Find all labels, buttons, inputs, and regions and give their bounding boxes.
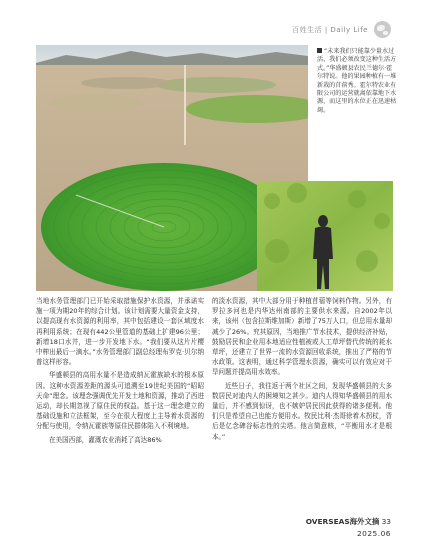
paragraph: 的淡水资源，其中大部分用于种植苜蓿等饲料作物。另外，有罗拉多河也是内华达州南部的主要供水来源。自2002年以来，该州（包含拉斯维加斯）新增了75万人口，但总用水量却减少了26%。究其原因，当地推广节水技术，提供经济补贴，鼓励居民和企业用本地适应性植被或人工草坪替代传统的耗水草坪，还建立了世界一流的水资源回收系统，推出了严格的节水政策。这表明，通过科学管理水资源，确实可以有效应对干旱问题并提高用水效率。 [212, 297, 392, 377]
page-footer [306, 516, 391, 538]
caption-text: “未来我们只能靠少量水过活，我们必须改变这种生活方式。”华盛顿县农民兰德尔·霍尔特说。他的果园种植有一堆新栽的苜蓿秀。霍尔特农业有限公司的运营就离依靠地下水源，而这里的水位正在迅速枯竭。 [317, 48, 397, 114]
paragraph: 当地水务管理部门已开始采取措施保护水资源，并承诺实施一项为期20年的综合计划。该计划需要大量资金支持，以提高现有水资源的利用率，其中包括建设一套区域度水再利用系统；在现有442公里管道的基础上扩建96公里；新增18口水井，进一步开发地下水。“我们要从这片片樱中榨出最后一滴水。”水务管理部门副总经理布罗克·贝尔纳普这样形容。 [36, 297, 204, 367]
section-title: 百姓生活 | Daily Life [292, 25, 368, 34]
section-header [292, 21, 391, 38]
page-number: 33 [381, 517, 391, 526]
paragraph: 近些日子，我往返于两个社区之间，发现华盛顿县的大多数居民对迪内人的困境知之甚少。迪内人得知华盛顿县的用水量后，并不感到惊讶，也不嫉妒居民因此获得的诸多便利。他们只是希望自己也能方便用水。牧民比利·杰哥徐着木拐杖，背后是亿念碑谷标志性的尖塔。他言简意赅，“平衡用水才是根本。” [212, 381, 392, 441]
person-orchard-photo [257, 181, 393, 291]
caption-marker-icon [317, 48, 322, 53]
magazine-name: OVERSEAS海外文摘 [305, 517, 380, 526]
article-column-left [36, 296, 204, 445]
globe-icon [374, 21, 391, 38]
paragraph: 华盛顿县的高用水量不是造成纳瓦霍族缺水的根本原因。这种水资源差距的源头可追溯至19世纪美国的“昭昭天命”理念。该理念强调优先开发土地和资源，推动了西进运动，却长期忽视了原住民的权益。基于这一理念建立的基础设施和立法框架，至今在很大程度上主导着水资源的分配与使用，令纳瓦霍族等原住民群体陷入不利境地。 [36, 371, 204, 431]
article-column-right [212, 296, 392, 442]
photo-caption [317, 48, 397, 115]
paragraph: 在美国西部，灌溉农业消耗了高达86% [49, 435, 162, 444]
issue-date: 2025.06 [356, 529, 391, 538]
